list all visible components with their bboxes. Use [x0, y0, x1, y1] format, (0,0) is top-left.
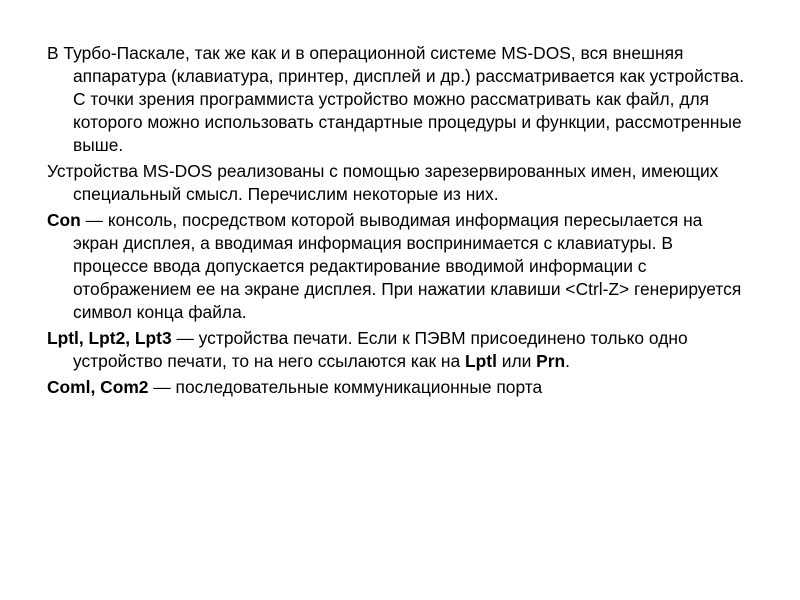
- paragraph-com: [47, 376, 747, 399]
- lpt-period: .: [565, 351, 571, 371]
- devices-text: Устройства MS-DOS реализованы с помощью зарезервированных имен, имеющих специальный смысл. Перечислим некоторые из них.: [47, 161, 719, 204]
- com-description: — последовательные коммуникационные порта: [148, 377, 543, 397]
- com-term: Coml, Com2: [47, 377, 149, 397]
- paragraph-devices: [47, 160, 747, 206]
- con-term: Con: [47, 210, 81, 230]
- text-block: [47, 42, 747, 399]
- paragraph-con: [47, 209, 747, 324]
- lpt-term: Lptl, Lpt2, Lpt3: [47, 328, 172, 348]
- con-description: — консоль, посредством которой выводимая информация пересылается на экран дисплея, а вводимая информация воспринимается с клавиатуры. В процессе ввода допускается редактирование вводимой информации с отображением ее на экране дисплея. При нажатии клавиши <Ctrl-Z> генерируется символ конца файла.: [73, 210, 742, 322]
- lpt1-term: Lptl: [465, 351, 497, 371]
- paragraph-intro: [47, 42, 747, 157]
- paragraph-lpt: [47, 327, 747, 373]
- prn-term: Prn: [536, 351, 566, 371]
- intro-text: В Турбо-Паскале, так же как и в операционной системе MS-DOS, вся внешняя аппаратура (клавиатура, принтер, дисплей и др.) рассматривается как устройства. С точки зрения программиста устройство можно рассматривать как файл, для которого можно использовать стандартные процедуры и функции, рассмотренные выше.: [47, 43, 745, 155]
- lpt-or-text: или: [496, 351, 537, 371]
- lpt-description: — устройства печати. Если к ПЭВМ присоединено только одно устройство печати, то на него ссылаются как на: [73, 328, 688, 371]
